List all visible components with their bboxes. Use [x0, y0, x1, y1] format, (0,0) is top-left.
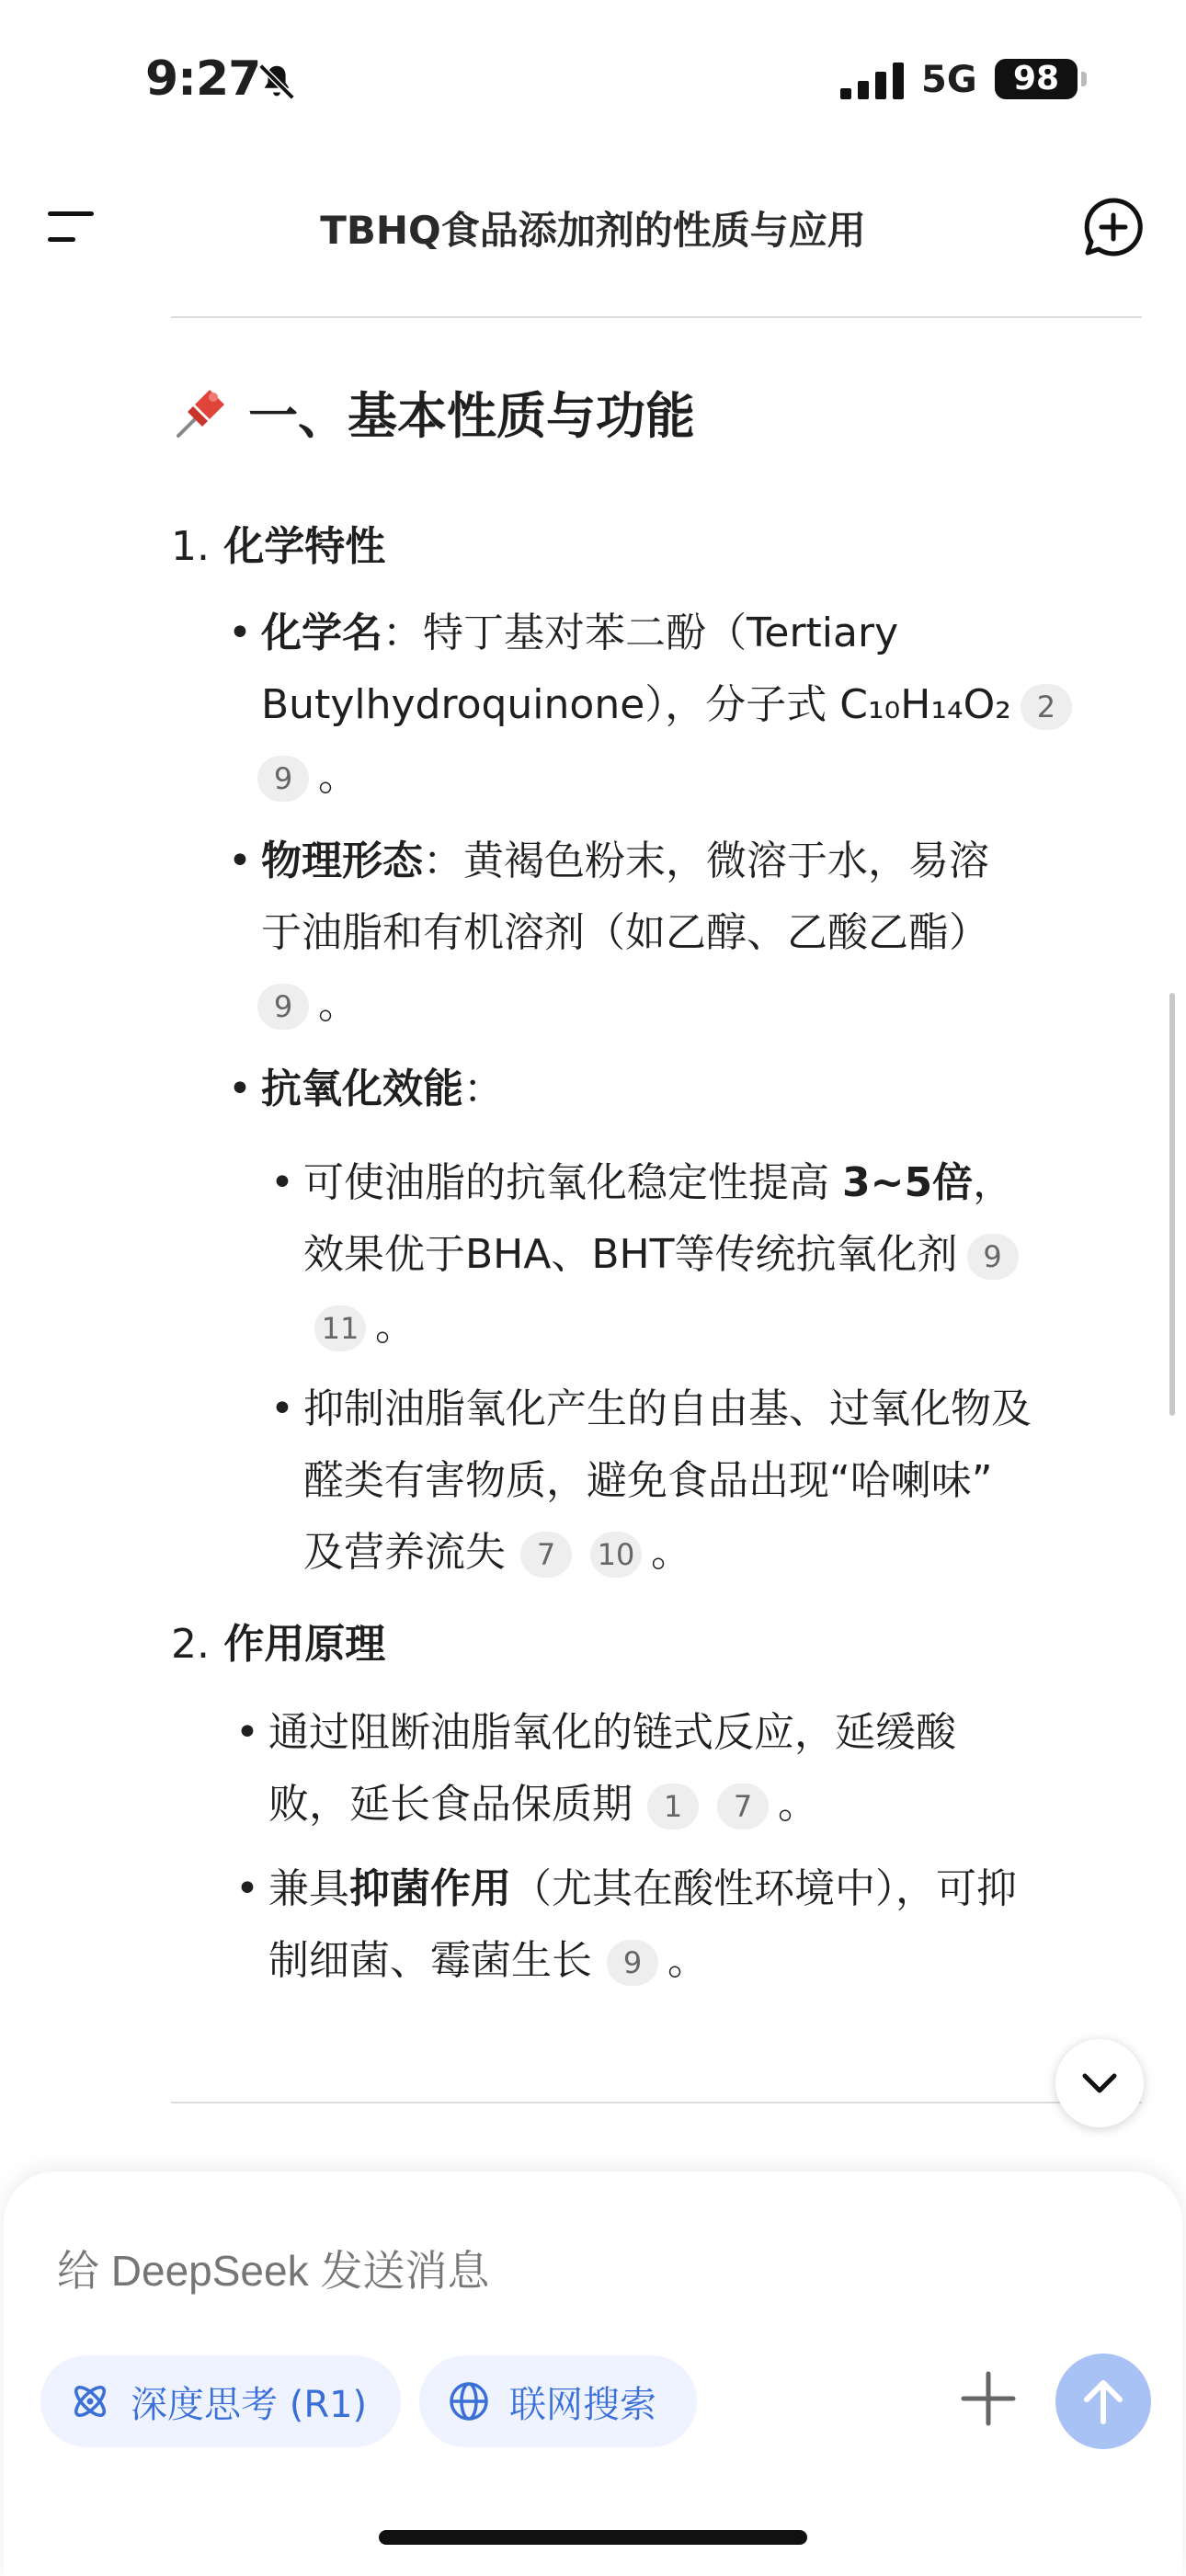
pushpin-icon [171, 382, 232, 443]
item-emphasis: 3~5倍 [842, 1159, 974, 1206]
item-text: Butylhydroquinone），分子式 C₁₀H₁₄O₂ [261, 681, 1011, 728]
item-text: 制细菌、霉菌生长 [268, 1937, 592, 1984]
citation-badge[interactable]: 7 [717, 1784, 769, 1829]
message-input[interactable] [55, 2245, 886, 2297]
plus-icon[interactable] [956, 2366, 1021, 2431]
item-label: 物理形态 [261, 838, 423, 884]
citation-badge[interactable]: 7 [520, 1532, 572, 1578]
item-text: 抑制油脂氧化产生的自由基、过氧化物及 [303, 1385, 1032, 1432]
page-title: TBHQ食品添加剂的性质与应用 [320, 208, 866, 253]
citation-badge[interactable]: 9 [257, 984, 309, 1030]
section-heading [171, 377, 695, 448]
item-end: 。 [318, 753, 359, 800]
atom-icon [68, 2379, 112, 2423]
item-text: 醛类有害物质，避免食品出现“哈喇味” [303, 1457, 993, 1504]
arrow-up-icon [1079, 2376, 1127, 2427]
divider [171, 2102, 1142, 2103]
citation-badge[interactable]: 9 [257, 756, 309, 802]
subsection-number: 1. [171, 523, 210, 570]
subsection-heading-1 [171, 513, 385, 572]
citation-badge[interactable]: 1 [647, 1784, 699, 1829]
section-heading-text: 一、基本性质与功能 [248, 387, 695, 445]
bullet-dot: • [228, 610, 252, 656]
citation-badge[interactable]: 9 [607, 1940, 658, 1986]
list-item-chemical-name [228, 598, 1144, 813]
citation-badge[interactable]: 11 [314, 1305, 366, 1351]
item-text: 效果优于BHA、BHT等传统抗氧化剂 [303, 1231, 958, 1278]
subsection-title: 化学特性 [223, 523, 386, 570]
send-button[interactable] [1055, 2354, 1151, 2449]
item-label: 化学名 [261, 610, 382, 656]
message-composer [4, 2171, 1182, 2576]
globe-icon [447, 2379, 491, 2423]
bullet-dot: • [235, 1865, 259, 1912]
battery-nub [1081, 72, 1087, 86]
list-item-physical-form [228, 826, 1144, 1041]
web-search-button[interactable] [419, 2355, 697, 2447]
item-emphasis: 抑菌作用 [349, 1865, 511, 1912]
citation-badge[interactable]: 2 [1021, 684, 1072, 730]
item-text: ， [973, 1159, 1014, 1206]
item-label: 抗氧化效能 [261, 1066, 463, 1112]
item-end: 。 [651, 1529, 691, 1576]
deep-think-button[interactable] [40, 2355, 401, 2447]
item-text: ：特丁基对苯二酚（Tertiary [382, 610, 899, 656]
item-text: （尤其在酸性环境中），可抑 [511, 1865, 1017, 1912]
bell-muted-icon [256, 61, 298, 103]
citation-badge[interactable]: 9 [967, 1234, 1019, 1280]
sub-list-item-stability [270, 1147, 1149, 1362]
chevron-down-icon [1079, 2067, 1120, 2100]
sub-list-item-free-radicals [270, 1373, 1168, 1589]
home-indicator [379, 2530, 807, 2545]
bullet-dot: • [235, 1709, 259, 1756]
item-end: 。 [318, 981, 359, 1028]
item-text: ：黄褐色粉末，微溶于水，易溶 [423, 838, 989, 884]
bullet-dot: • [270, 1159, 294, 1206]
item-text: 于油脂和有机溶剂（如乙醇、乙酸乙酯） [261, 909, 989, 956]
status-bar [0, 0, 1186, 156]
list-item-antibacterial [235, 1853, 1151, 1997]
chat-header [0, 165, 1186, 285]
item-end: 。 [667, 1937, 708, 1984]
deep-think-label: 深度思考 (R1) [131, 2383, 368, 2426]
item-text: 通过阻断油脂氧化的链式反应，延缓酸 [268, 1709, 956, 1756]
item-end: 。 [375, 1303, 416, 1350]
cellular-signal-icon [840, 63, 905, 99]
subsection-heading-2 [171, 1611, 385, 1670]
item-end: 。 [778, 1781, 818, 1828]
status-time: 9:27 [145, 51, 261, 107]
web-search-label: 联网搜索 [509, 2383, 656, 2426]
battery-icon: 98 [995, 59, 1078, 99]
citation-badge[interactable]: 10 [590, 1532, 642, 1578]
item-text: 兼具 [268, 1865, 349, 1912]
list-item-antioxidant [228, 1054, 1144, 1125]
new-chat-icon[interactable] [1081, 195, 1146, 259]
subsection-number: 2. [171, 1621, 210, 1668]
item-text: 可使油脂的抗氧化稳定性提高 [303, 1159, 842, 1206]
subsection-title: 作用原理 [223, 1621, 386, 1668]
bullet-dot: • [228, 1066, 252, 1112]
bullet-dot: • [228, 838, 252, 884]
scrollbar[interactable] [1169, 993, 1175, 1416]
divider [171, 316, 1142, 318]
list-item-mechanism [235, 1697, 1142, 1841]
item-text: ： [463, 1066, 504, 1112]
item-text: 及营养流失 [303, 1529, 506, 1576]
item-text: 败，延长食品保质期 [268, 1781, 633, 1828]
bullet-dot: • [270, 1385, 294, 1432]
scroll-to-bottom-button[interactable] [1055, 2039, 1144, 2127]
network-type: 5G [921, 59, 977, 101]
